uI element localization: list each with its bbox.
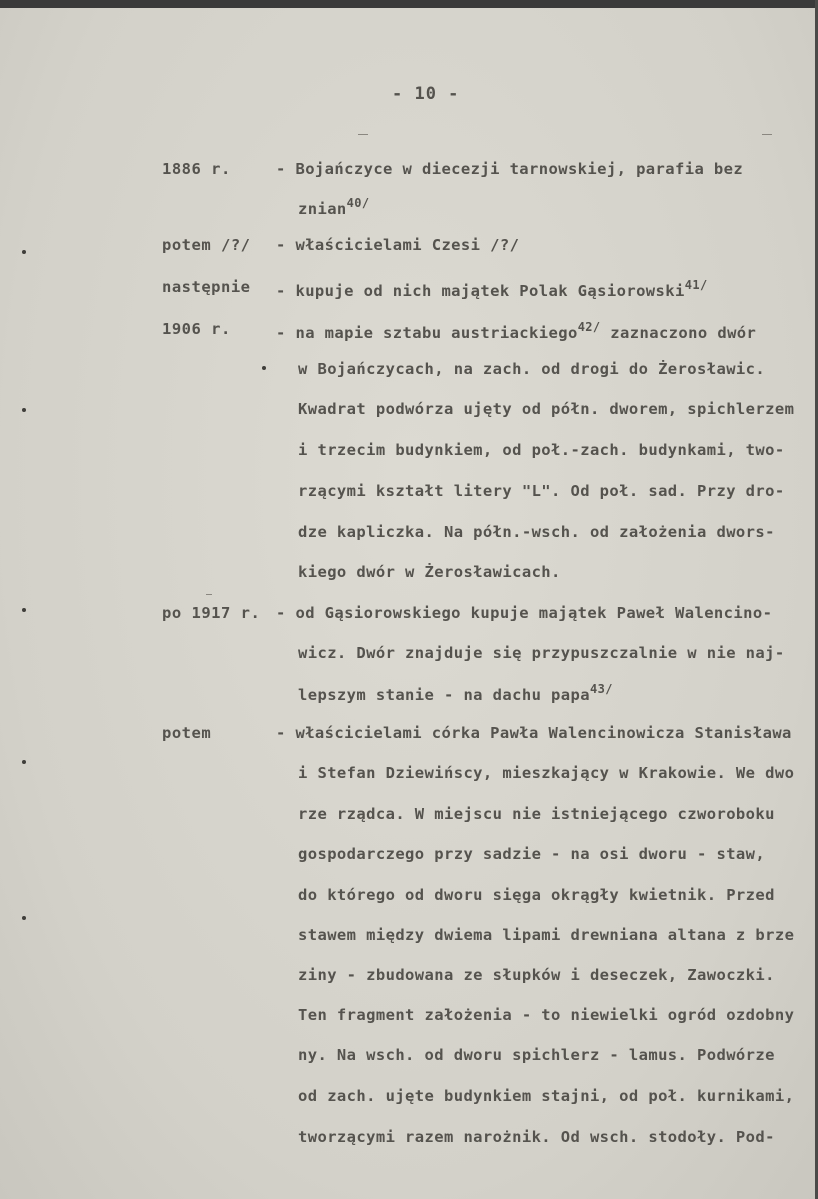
- entry-text-line: - kupuje od nich majątek Polak Gąsiorowski$^{41/}$: [276, 278, 708, 300]
- entry-text-line: dze kapliczka. Na półn.-wsch. od założenia dwors-: [298, 523, 775, 541]
- footnote-ref: 41/: [684, 278, 708, 292]
- entry-text-line: gospodarczego przy sadzie - na osi dworu - staw,: [298, 845, 766, 863]
- entry-text-line: Ten fragment założenia - to niewielki ogród ozdobny: [298, 1006, 795, 1024]
- footnote-ref: 43/: [589, 682, 613, 696]
- entry-text-line: rzącymi kształt litery "L". Od poł. sad. Przy dro-: [298, 482, 785, 500]
- entry-text-line: znian$^{40/}$: [298, 196, 370, 218]
- entry-text-line: w Bojańczycach, na zach. od drogi do Żerosławic.: [298, 360, 766, 378]
- entry-text-line: od zach. ujęte budynkiem stajni, od poł. kurnikami,: [298, 1087, 795, 1105]
- footnote-ref: 42/: [577, 320, 601, 334]
- margin-dot: [262, 366, 266, 370]
- entry-text-line: - właścicielami córka Pawła Walencinowicza Stanisława: [276, 724, 792, 742]
- entry-text-line: - właścicielami Czesi /?/: [276, 236, 520, 254]
- entry-date-label: potem: [162, 724, 212, 742]
- scan-mark: [762, 134, 772, 135]
- margin-dot: [22, 608, 26, 612]
- entry-text-line: i Stefan Dziewińscy, mieszkający w Krakowie. We dwo: [298, 764, 795, 782]
- scan-mark: [206, 594, 212, 595]
- entry-text-line: tworzącymi razem narożnik. Od wsch. stodoły. Pod-: [298, 1128, 775, 1146]
- entry-text-line: lepszym stanie - na dachu papa$^{43/}$: [298, 682, 613, 704]
- margin-dot: [22, 760, 26, 764]
- margin-dot: [22, 250, 26, 254]
- entry-date-label: potem /?/: [162, 236, 251, 254]
- entry-text-line: wicz. Dwór znajduje się przypuszczalnie w nie naj-: [298, 644, 785, 662]
- entry-text-line: ny. Na wsch. od dworu spichlerz - lamus. Podwórze: [298, 1046, 775, 1064]
- entry-text-line: kiego dwór w Żerosławicach.: [298, 563, 561, 581]
- entry-text-line: stawem między dwiema lipami drewniana altana z brze: [298, 926, 795, 944]
- entry-date-label: następnie: [162, 278, 251, 296]
- scan-mark: [358, 134, 368, 135]
- entry-text-line: i trzecim budynkiem, od poł.-zach. budynkami, two-: [298, 441, 785, 459]
- entry-text-line: ziny - zbudowana ze słupków i deseczek, Zawoczki.: [298, 966, 775, 984]
- entry-text-line: Kwadrat podwórza ujęty od półn. dworem, spichlerzem: [298, 400, 795, 418]
- entry-text-line: - od Gąsiorowskiego kupuje majątek Paweł Walencino-: [276, 604, 773, 622]
- entry-text-line: - Bojańczyce w diecezji tarnowskiej, parafia bez: [276, 160, 744, 178]
- entry-date-label: 1906 r.: [162, 320, 231, 338]
- entry-text-line: - na mapie sztabu austriackiego$^{42/}$ zaznaczono dwór: [276, 320, 757, 342]
- entry-date-label: 1886 r.: [162, 160, 231, 178]
- page-number: - 10 -: [392, 84, 460, 104]
- margin-dot: [22, 408, 26, 412]
- margin-dot: [22, 916, 26, 920]
- entry-date-label: po 1917 r.: [162, 604, 261, 622]
- footnote-ref: 40/: [346, 196, 370, 210]
- entry-text-line: do którego od dworu sięga okrągły kwietnik. Przed: [298, 886, 775, 904]
- scan-edge-top: [0, 0, 818, 8]
- entry-text-line: rze rządca. W miejscu nie istniejącego czworoboku: [298, 805, 775, 823]
